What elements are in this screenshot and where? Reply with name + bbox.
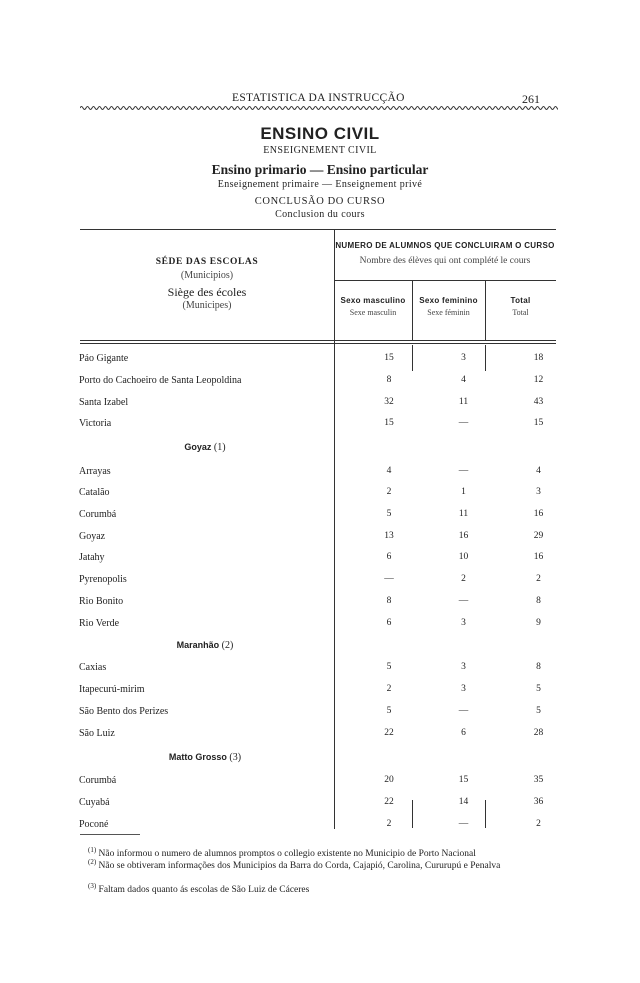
male-count: 6 [386, 552, 392, 562]
group-heading: Goyaz (1) [184, 442, 226, 453]
male-count: 2 [386, 819, 392, 829]
group-header-fr: Nombre des élèves qui ont complété le cours [359, 256, 531, 266]
female-count: — [458, 466, 469, 476]
total-count: 16 [533, 552, 544, 562]
total-count: 35 [533, 775, 544, 785]
row-label: Jatahy [79, 552, 105, 563]
secondary-title-fr: Enseignement primaire — Enseignement privé [217, 179, 423, 190]
page-number: 261 [522, 92, 540, 106]
total-count: 2 [536, 574, 541, 584]
total-count: 36 [533, 797, 544, 807]
footnote-2: $^{(2)}$ Não se obtiveram informações dos Municipios da Barra do Corda, Cajapió, Carolina, Cururupú e Penalva [88, 858, 501, 872]
female-count: 10 [458, 552, 469, 562]
female-count: — [458, 596, 469, 606]
group-header-pt: NUMERO DE ALUMNOS QUE CONCLUIRAM O CURSO [335, 241, 555, 250]
total-count: 4 [536, 466, 541, 476]
male-count: 13 [384, 531, 394, 541]
total-count: 5 [536, 706, 541, 716]
male-count: 5 [386, 662, 392, 672]
footnote-rule [80, 834, 140, 835]
female-count: — [458, 819, 469, 829]
col1-header-pt: SÉDE DAS ESCOLAS [155, 257, 259, 267]
female-count: 16 [458, 531, 469, 541]
female-count: 2 [461, 574, 466, 584]
row-label: Poconé [79, 819, 109, 830]
group-heading: Maranhão (2) [176, 640, 234, 651]
row-label: Pyrenopolis [79, 574, 127, 585]
row-label: Itapecurú-mirim [79, 684, 145, 695]
male-count: — [384, 574, 394, 584]
total-count: 15 [533, 418, 544, 428]
running-title: ESTATISTICA DA INSTRUCÇÃO [232, 92, 405, 104]
total-count: 3 [536, 487, 541, 497]
male-count: 22 [384, 797, 394, 807]
female-count: 15 [458, 775, 469, 785]
row-label: Caxias [79, 662, 107, 673]
female-count: 3 [461, 684, 466, 694]
section-title-fr: Conclusion du cours [275, 209, 365, 220]
male-count: 20 [384, 775, 394, 785]
row-label: Victoria [79, 418, 112, 429]
male-count: 2 [386, 684, 392, 694]
col-divider-1 [334, 229, 335, 829]
row-label: Catalão [79, 487, 110, 498]
row-label: São Luiz [79, 728, 115, 739]
row-label: Arrayas [79, 466, 111, 477]
male-count: 32 [384, 397, 394, 407]
secondary-title: Ensino primario — Ensino particular [211, 162, 429, 177]
table-top-rule [80, 229, 556, 230]
female-count: 11 [458, 509, 469, 519]
female-count: 14 [458, 797, 469, 807]
male-header-pt: Sexo masculino [340, 296, 406, 305]
row-label: Porto do Cachoeiro de Santa Leopoldina [79, 375, 242, 386]
male-count: 8 [386, 596, 392, 606]
male-count: 2 [386, 487, 392, 497]
male-count: 22 [384, 728, 394, 738]
total-header-pt: Total [510, 296, 531, 305]
footnote-1: $^{(1)}$ Não informou o numero de alumnos promptos o collegio existente no Municipio de Porto Nacional [88, 846, 476, 860]
wavy-rule [80, 104, 558, 112]
row-label: Corumbá [79, 775, 117, 786]
female-count: — [458, 706, 469, 716]
main-title-fr: ENSEIGNEMENT CIVIL [263, 145, 377, 156]
male-count: 5 [386, 509, 392, 519]
total-header-fr: Total [512, 308, 529, 317]
row-label: Corumbá [79, 509, 117, 520]
total-count: 18 [533, 353, 544, 363]
col1-header-pt-sub: (Municipios) [180, 270, 234, 281]
row-label: São Bento dos Perizes [79, 706, 169, 717]
row-label: Santa Izabel [79, 397, 129, 408]
row-label: Cuyabá [79, 797, 110, 808]
section-title: CONCLUSÃO DO CURSO [254, 196, 386, 207]
total-count: 28 [533, 728, 544, 738]
table-header-bottom-rule-2 [80, 343, 556, 344]
female-count: 3 [461, 662, 466, 672]
male-count: 8 [386, 375, 392, 385]
row-label: Rio Verde [79, 618, 120, 629]
total-count: 12 [533, 375, 544, 385]
total-count: 29 [533, 531, 544, 541]
total-count: 16 [533, 509, 544, 519]
col1-header-fr: Siège des écoles [167, 285, 247, 299]
total-count: 43 [533, 397, 544, 407]
row-label: Goyaz [79, 531, 106, 542]
main-title: ENSINO CIVIL [260, 124, 380, 143]
female-count: 3 [461, 618, 466, 628]
total-count: 2 [536, 819, 541, 829]
footnote-3: $^{(3)}$ Faltam dados quanto ás escolas de São Luiz de Cáceres [88, 882, 310, 896]
total-count: 9 [536, 618, 541, 628]
row-label: Páo Gigante [79, 353, 129, 364]
female-header-fr: Sexe féminin [427, 308, 470, 317]
total-count: 5 [536, 684, 541, 694]
male-count: 6 [386, 618, 392, 628]
total-count: 8 [536, 662, 541, 672]
male-count: 5 [386, 706, 392, 716]
female-count: 11 [458, 397, 469, 407]
row-label: Rio Bonito [79, 596, 124, 607]
male-count: 4 [386, 466, 392, 476]
group-header-rule [334, 280, 556, 281]
total-count: 8 [536, 596, 541, 606]
female-count: 4 [461, 375, 466, 385]
male-header-fr: Sexe masculin [349, 308, 397, 317]
female-header-pt: Sexo feminino [419, 296, 478, 305]
group-heading: Matto Grosso (3) [168, 752, 242, 763]
col1-header-fr-sub: (Municipes) [182, 300, 232, 311]
female-count: 6 [461, 728, 466, 738]
female-count: 3 [461, 353, 466, 363]
male-count: 15 [384, 353, 394, 363]
female-count: — [458, 418, 469, 428]
female-count: 1 [461, 487, 466, 497]
male-count: 15 [384, 418, 394, 428]
